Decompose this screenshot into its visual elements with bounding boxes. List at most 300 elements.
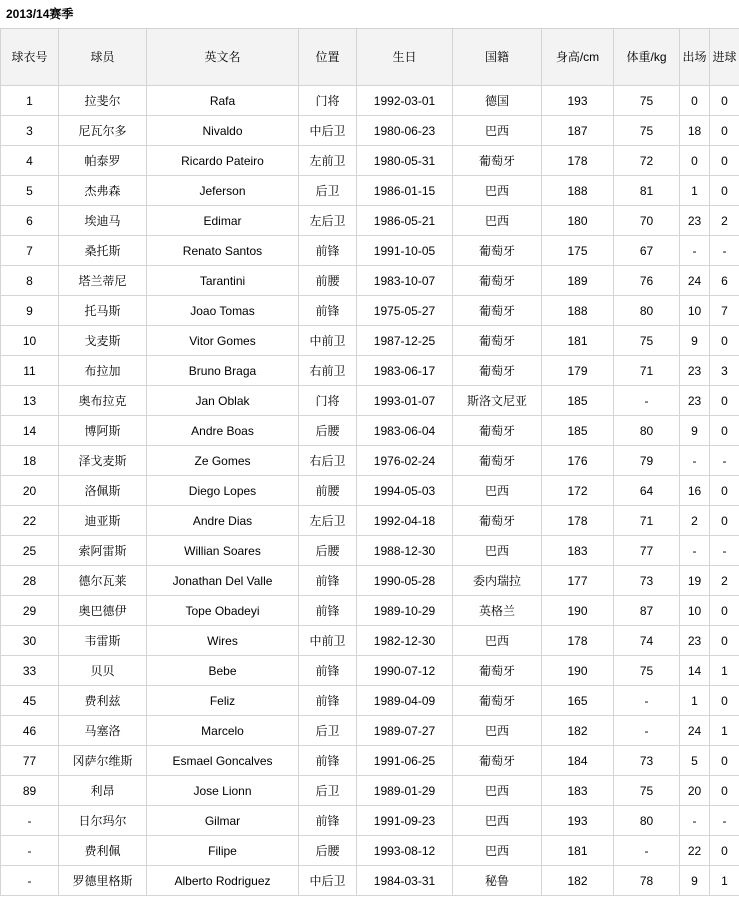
cell-position: 后腰 — [299, 836, 357, 866]
cell-shirt-number: 46 — [1, 716, 59, 746]
cell-player-name: 罗德里格斯 — [59, 866, 147, 896]
cell-birthday: 1992-04-18 — [357, 506, 453, 536]
cell-english-name: Ze Gomes — [147, 446, 299, 476]
cell-birthday: 1987-12-25 — [357, 326, 453, 356]
cell-weight: - — [614, 836, 680, 866]
cell-english-name: Rafa — [147, 86, 299, 116]
table-row — [1, 776, 739, 806]
cell-appearances: 20 — [680, 776, 710, 806]
cell-position: 前锋 — [299, 656, 357, 686]
cell-goals: 0 — [710, 596, 739, 626]
cell-appearances: 23 — [680, 356, 710, 386]
table-row — [1, 596, 739, 626]
cell-player-name: 利昂 — [59, 776, 147, 806]
cell-height: 181 — [542, 326, 614, 356]
column-header-apps-label: 出场 — [682, 49, 707, 64]
cell-player-name: 桑托斯 — [59, 236, 147, 266]
cell-player-name: 布拉加 — [59, 356, 147, 386]
cell-weight: 79 — [614, 446, 680, 476]
cell-nationality: 秘鲁 — [453, 866, 542, 896]
cell-nationality: 英格兰 — [453, 596, 542, 626]
cell-weight: 80 — [614, 806, 680, 836]
roster-table — [0, 28, 739, 896]
cell-player-name: 泽戈麦斯 — [59, 446, 147, 476]
cell-goals: 0 — [710, 686, 739, 716]
cell-position: 门将 — [299, 86, 357, 116]
table-row — [1, 566, 739, 596]
cell-position: 右后卫 — [299, 446, 357, 476]
cell-position: 后卫 — [299, 776, 357, 806]
column-header-nat: 国籍 — [453, 29, 542, 86]
cell-height: 180 — [542, 206, 614, 236]
table-row — [1, 86, 739, 116]
cell-shirt-number: 11 — [1, 356, 59, 386]
cell-nationality: 葡萄牙 — [453, 266, 542, 296]
cell-birthday: 1991-10-05 — [357, 236, 453, 266]
cell-birthday: 1983-10-07 — [357, 266, 453, 296]
cell-position: 前腰 — [299, 476, 357, 506]
table-row — [1, 326, 739, 356]
cell-player-name: 洛佩斯 — [59, 476, 147, 506]
cell-goals: 0 — [710, 626, 739, 656]
cell-appearances: 0 — [680, 86, 710, 116]
cell-birthday: 1986-05-21 — [357, 206, 453, 236]
cell-nationality: 巴西 — [453, 716, 542, 746]
cell-nationality: 巴西 — [453, 206, 542, 236]
cell-goals: 2 — [710, 566, 739, 596]
cell-nationality: 巴西 — [453, 806, 542, 836]
cell-height: 190 — [542, 656, 614, 686]
table-row — [1, 686, 739, 716]
cell-shirt-number: 9 — [1, 296, 59, 326]
cell-weight: 73 — [614, 746, 680, 776]
cell-shirt-number: 25 — [1, 536, 59, 566]
table-row — [1, 386, 739, 416]
cell-appearances: 23 — [680, 386, 710, 416]
cell-birthday: 1989-10-29 — [357, 596, 453, 626]
cell-player-name: 奥布拉克 — [59, 386, 147, 416]
cell-weight: 87 — [614, 596, 680, 626]
cell-shirt-number: 13 — [1, 386, 59, 416]
cell-goals: - — [710, 446, 739, 476]
cell-player-name: 索阿雷斯 — [59, 536, 147, 566]
cell-position: 前锋 — [299, 296, 357, 326]
cell-position: 前锋 — [299, 566, 357, 596]
cell-nationality: 葡萄牙 — [453, 656, 542, 686]
cell-position: 后腰 — [299, 536, 357, 566]
cell-goals: 3 — [710, 356, 739, 386]
cell-nationality: 巴西 — [453, 476, 542, 506]
cell-goals: 0 — [710, 176, 739, 206]
cell-english-name: Nivaldo — [147, 116, 299, 146]
cell-shirt-number: - — [1, 866, 59, 896]
table-row — [1, 206, 739, 236]
cell-appearances: 2 — [680, 506, 710, 536]
cell-shirt-number: 29 — [1, 596, 59, 626]
cell-weight: 74 — [614, 626, 680, 656]
table-row — [1, 866, 739, 896]
cell-birthday: 1983-06-17 — [357, 356, 453, 386]
cell-appearances: 0 — [680, 146, 710, 176]
column-header-apps — [680, 29, 710, 86]
cell-position: 前锋 — [299, 806, 357, 836]
cell-shirt-number: 77 — [1, 746, 59, 776]
cell-birthday: 1989-04-09 — [357, 686, 453, 716]
cell-english-name: Wires — [147, 626, 299, 656]
cell-shirt-number: - — [1, 806, 59, 836]
cell-appearances: 24 — [680, 266, 710, 296]
cell-appearances: 23 — [680, 626, 710, 656]
cell-weight: 73 — [614, 566, 680, 596]
cell-english-name: Gilmar — [147, 806, 299, 836]
table-row — [1, 176, 739, 206]
cell-english-name: Diego Lopes — [147, 476, 299, 506]
cell-goals: 0 — [710, 326, 739, 356]
cell-weight: - — [614, 686, 680, 716]
cell-player-name: 博阿斯 — [59, 416, 147, 446]
cell-weight: 75 — [614, 116, 680, 146]
header-row — [1, 29, 739, 86]
cell-position: 门将 — [299, 386, 357, 416]
cell-english-name: Jan Oblak — [147, 386, 299, 416]
cell-appearances: 1 — [680, 686, 710, 716]
cell-appearances: 10 — [680, 596, 710, 626]
cell-goals: - — [710, 806, 739, 836]
cell-player-name: 德尔瓦莱 — [59, 566, 147, 596]
cell-birthday: 1991-09-23 — [357, 806, 453, 836]
cell-nationality: 斯洛文尼亚 — [453, 386, 542, 416]
cell-position: 后卫 — [299, 716, 357, 746]
cell-weight: 67 — [614, 236, 680, 266]
cell-nationality: 葡萄牙 — [453, 296, 542, 326]
cell-shirt-number: 28 — [1, 566, 59, 596]
column-header-name: 球员 — [59, 29, 147, 86]
table-row — [1, 476, 739, 506]
cell-english-name: Jose Lionn — [147, 776, 299, 806]
cell-player-name: 帕泰罗 — [59, 146, 147, 176]
table-row — [1, 266, 739, 296]
cell-english-name: Marcelo — [147, 716, 299, 746]
cell-weight: 78 — [614, 866, 680, 896]
cell-goals: - — [710, 536, 739, 566]
cell-nationality: 葡萄牙 — [453, 146, 542, 176]
cell-goals: 0 — [710, 386, 739, 416]
table-row — [1, 416, 739, 446]
cell-goals: 0 — [710, 506, 739, 536]
cell-goals: 7 — [710, 296, 739, 326]
cell-english-name: Bruno Braga — [147, 356, 299, 386]
cell-height: 188 — [542, 176, 614, 206]
cell-weight: 72 — [614, 146, 680, 176]
table-row — [1, 806, 739, 836]
column-header-height: 身高/cm — [542, 29, 614, 86]
cell-weight: 75 — [614, 326, 680, 356]
cell-position: 前腰 — [299, 266, 357, 296]
cell-birthday: 1983-06-04 — [357, 416, 453, 446]
cell-birthday: 1982-12-30 — [357, 626, 453, 656]
cell-birthday: 1992-03-01 — [357, 86, 453, 116]
cell-goals: 0 — [710, 416, 739, 446]
cell-goals: 1 — [710, 716, 739, 746]
cell-shirt-number: 20 — [1, 476, 59, 506]
cell-player-name: 杰弗森 — [59, 176, 147, 206]
table-row — [1, 296, 739, 326]
cell-birthday: 1989-01-29 — [357, 776, 453, 806]
cell-birthday: 1980-06-23 — [357, 116, 453, 146]
cell-shirt-number: 5 — [1, 176, 59, 206]
cell-nationality: 葡萄牙 — [453, 236, 542, 266]
cell-appearances: - — [680, 806, 710, 836]
cell-english-name: Jonathan Del Valle — [147, 566, 299, 596]
cell-shirt-number: 22 — [1, 506, 59, 536]
cell-english-name: Willian Soares — [147, 536, 299, 566]
cell-nationality: 巴西 — [453, 836, 542, 866]
cell-birthday: 1975-05-27 — [357, 296, 453, 326]
cell-height: 176 — [542, 446, 614, 476]
cell-weight: 71 — [614, 506, 680, 536]
cell-birthday: 1976-02-24 — [357, 446, 453, 476]
cell-birthday: 1990-05-28 — [357, 566, 453, 596]
cell-appearances: 1 — [680, 176, 710, 206]
cell-height: 183 — [542, 536, 614, 566]
cell-weight: 71 — [614, 356, 680, 386]
cell-english-name: Alberto Rodriguez — [147, 866, 299, 896]
cell-player-name: 塔兰蒂尼 — [59, 266, 147, 296]
cell-weight: 80 — [614, 296, 680, 326]
cell-birthday: 1988-12-30 — [357, 536, 453, 566]
column-header-bday: 生日 — [357, 29, 453, 86]
cell-appearances: 16 — [680, 476, 710, 506]
cell-goals: 0 — [710, 116, 739, 146]
cell-height: 178 — [542, 146, 614, 176]
cell-nationality: 葡萄牙 — [453, 326, 542, 356]
cell-height: 182 — [542, 866, 614, 896]
cell-shirt-number: - — [1, 836, 59, 866]
table-row — [1, 746, 739, 776]
cell-english-name: Tarantini — [147, 266, 299, 296]
cell-position: 后腰 — [299, 416, 357, 446]
cell-weight: 76 — [614, 266, 680, 296]
table-row — [1, 446, 739, 476]
column-header-eng: 英文名 — [147, 29, 299, 86]
cell-goals: 0 — [710, 776, 739, 806]
cell-appearances: 9 — [680, 326, 710, 356]
cell-position: 前锋 — [299, 746, 357, 776]
cell-player-name: 托马斯 — [59, 296, 147, 326]
cell-position: 右前卫 — [299, 356, 357, 386]
cell-english-name: Vitor Gomes — [147, 326, 299, 356]
cell-birthday: 1980-05-31 — [357, 146, 453, 176]
table-header — [1, 29, 739, 86]
cell-appearances: 22 — [680, 836, 710, 866]
cell-weight: 81 — [614, 176, 680, 206]
cell-birthday: 1986-01-15 — [357, 176, 453, 206]
table-row — [1, 626, 739, 656]
cell-appearances: 5 — [680, 746, 710, 776]
cell-position: 左后卫 — [299, 206, 357, 236]
cell-height: 183 — [542, 776, 614, 806]
cell-nationality: 巴西 — [453, 776, 542, 806]
cell-goals: 1 — [710, 656, 739, 686]
cell-player-name: 韦雷斯 — [59, 626, 147, 656]
cell-goals: 0 — [710, 146, 739, 176]
cell-appearances: - — [680, 536, 710, 566]
cell-birthday: 1984-03-31 — [357, 866, 453, 896]
cell-shirt-number: 14 — [1, 416, 59, 446]
cell-nationality: 委内瑞拉 — [453, 566, 542, 596]
cell-nationality: 巴西 — [453, 626, 542, 656]
column-header-goals-label: 进球 — [712, 49, 737, 64]
cell-nationality: 德国 — [453, 86, 542, 116]
table-row — [1, 716, 739, 746]
column-header-pos: 位置 — [299, 29, 357, 86]
cell-position: 左前卫 — [299, 146, 357, 176]
cell-english-name: Edimar — [147, 206, 299, 236]
cell-nationality: 葡萄牙 — [453, 356, 542, 386]
cell-height: 178 — [542, 626, 614, 656]
cell-player-name: 拉斐尔 — [59, 86, 147, 116]
cell-height: 187 — [542, 116, 614, 146]
cell-appearances: 9 — [680, 416, 710, 446]
cell-position: 前锋 — [299, 686, 357, 716]
cell-goals: 0 — [710, 746, 739, 776]
cell-appearances: 14 — [680, 656, 710, 686]
cell-player-name: 奥巴德伊 — [59, 596, 147, 626]
cell-goals: 2 — [710, 206, 739, 236]
cell-shirt-number: 8 — [1, 266, 59, 296]
table-row — [1, 356, 739, 386]
cell-height: 184 — [542, 746, 614, 776]
cell-height: 185 — [542, 416, 614, 446]
cell-shirt-number: 10 — [1, 326, 59, 356]
cell-position: 中后卫 — [299, 866, 357, 896]
cell-shirt-number: 30 — [1, 626, 59, 656]
column-header-goals — [710, 29, 739, 86]
cell-shirt-number: 6 — [1, 206, 59, 236]
cell-position: 后卫 — [299, 176, 357, 206]
cell-goals: 1 — [710, 866, 739, 896]
cell-player-name: 马塞洛 — [59, 716, 147, 746]
cell-appearances: - — [680, 236, 710, 266]
cell-english-name: Feliz — [147, 686, 299, 716]
cell-appearances: 23 — [680, 206, 710, 236]
cell-appearances: 18 — [680, 116, 710, 146]
cell-goals: 6 — [710, 266, 739, 296]
cell-player-name: 费利兹 — [59, 686, 147, 716]
cell-birthday: 1989-07-27 — [357, 716, 453, 746]
season-title: 2013/14赛季 — [6, 7, 74, 21]
cell-nationality: 葡萄牙 — [453, 506, 542, 536]
cell-shirt-number: 33 — [1, 656, 59, 686]
cell-goals: 0 — [710, 836, 739, 866]
cell-nationality: 巴西 — [453, 116, 542, 146]
cell-position: 前锋 — [299, 236, 357, 266]
column-header-num: 球衣号 — [1, 29, 59, 86]
cell-height: 193 — [542, 806, 614, 836]
cell-english-name: Bebe — [147, 656, 299, 686]
cell-nationality: 巴西 — [453, 176, 542, 206]
cell-height: 193 — [542, 86, 614, 116]
table-row — [1, 146, 739, 176]
cell-appearances: 24 — [680, 716, 710, 746]
cell-english-name: Tope Obadeyi — [147, 596, 299, 626]
cell-weight: - — [614, 386, 680, 416]
cell-birthday: 1991-06-25 — [357, 746, 453, 776]
cell-player-name: 戈麦斯 — [59, 326, 147, 356]
cell-player-name: 日尔玛尔 — [59, 806, 147, 836]
cell-height: 179 — [542, 356, 614, 386]
table-row — [1, 656, 739, 686]
cell-player-name: 尼瓦尔多 — [59, 116, 147, 146]
cell-player-name: 贝贝 — [59, 656, 147, 686]
cell-shirt-number: 18 — [1, 446, 59, 476]
cell-english-name: Andre Dias — [147, 506, 299, 536]
cell-position: 前锋 — [299, 596, 357, 626]
cell-birthday: 1993-01-07 — [357, 386, 453, 416]
cell-goals: - — [710, 236, 739, 266]
cell-appearances: 10 — [680, 296, 710, 326]
cell-birthday: 1993-08-12 — [357, 836, 453, 866]
cell-position: 中前卫 — [299, 626, 357, 656]
cell-english-name: Jeferson — [147, 176, 299, 206]
cell-height: 188 — [542, 296, 614, 326]
cell-english-name: Andre Boas — [147, 416, 299, 446]
table-row — [1, 116, 739, 146]
cell-birthday: 1994-05-03 — [357, 476, 453, 506]
column-header-weight: 体重/kg — [614, 29, 680, 86]
cell-shirt-number: 7 — [1, 236, 59, 266]
table-row — [1, 236, 739, 266]
cell-player-name: 埃迪马 — [59, 206, 147, 236]
cell-appearances: 9 — [680, 866, 710, 896]
table-row — [1, 506, 739, 536]
cell-height: 181 — [542, 836, 614, 866]
cell-position: 中前卫 — [299, 326, 357, 356]
cell-weight: 75 — [614, 86, 680, 116]
cell-height: 165 — [542, 686, 614, 716]
cell-position: 中后卫 — [299, 116, 357, 146]
cell-height: 175 — [542, 236, 614, 266]
cell-english-name: Filipe — [147, 836, 299, 866]
table-body — [1, 86, 739, 896]
cell-shirt-number: 1 — [1, 86, 59, 116]
cell-weight: 77 — [614, 536, 680, 566]
cell-shirt-number: 89 — [1, 776, 59, 806]
table-row — [1, 836, 739, 866]
cell-height: 189 — [542, 266, 614, 296]
cell-english-name: Joao Tomas — [147, 296, 299, 326]
cell-english-name: Renato Santos — [147, 236, 299, 266]
cell-height: 177 — [542, 566, 614, 596]
cell-shirt-number: 4 — [1, 146, 59, 176]
cell-weight: 80 — [614, 416, 680, 446]
cell-nationality: 葡萄牙 — [453, 416, 542, 446]
cell-nationality: 葡萄牙 — [453, 686, 542, 716]
cell-weight: 70 — [614, 206, 680, 236]
cell-height: 178 — [542, 506, 614, 536]
cell-nationality: 巴西 — [453, 536, 542, 566]
cell-height: 185 — [542, 386, 614, 416]
cell-nationality: 葡萄牙 — [453, 446, 542, 476]
cell-shirt-number: 45 — [1, 686, 59, 716]
cell-weight: 75 — [614, 776, 680, 806]
cell-nationality: 葡萄牙 — [453, 746, 542, 776]
cell-birthday: 1990-07-12 — [357, 656, 453, 686]
cell-shirt-number: 3 — [1, 116, 59, 146]
cell-english-name: Esmael Goncalves — [147, 746, 299, 776]
cell-position: 左后卫 — [299, 506, 357, 536]
cell-height: 182 — [542, 716, 614, 746]
